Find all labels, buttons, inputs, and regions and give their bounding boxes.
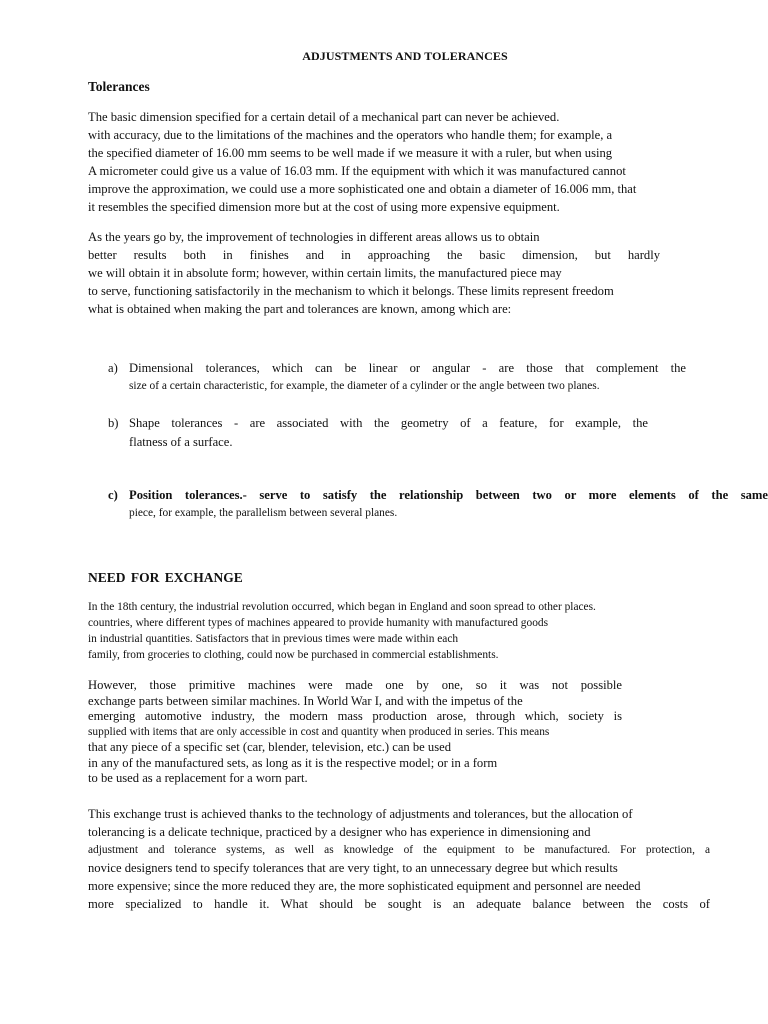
paragraph-line: The basic dimension specified for a certain detail of a mechanical part can never be achieved.: [88, 110, 560, 124]
paragraph-line: A micrometer could give us a value of 16.03 mm. If the equipment with which it was manufactured cannot: [88, 164, 626, 178]
paragraph-line: more expensive; since the more reduced they are, the more sophisticated equipment and personnel are needed: [88, 879, 641, 893]
paragraph-line: it resembles the specified dimension more but at the cost of using more expensive equipment.: [88, 200, 560, 214]
list-item-continuation: size of a certain characteristic, for example, the diameter of a cylinder or the angle between two planes.: [129, 380, 600, 392]
list-item-text: Shape tolerances - are associated with the geometry of a feature, for example, the: [129, 416, 648, 430]
paragraph-line: with accuracy, due to the limitations of the machines and the operators who handle them; for example, a: [88, 128, 613, 142]
paragraph-3: [88, 599, 694, 663]
list-marker: a): [108, 361, 118, 375]
list-marker: c): [108, 488, 118, 502]
paragraph-line: more specialized to handle it. What should be sought is an adequate balance between the costs of: [88, 897, 710, 911]
paragraph-line: In the 18th century, the industrial revolution occurred, which began in England and soon spread to other places.: [88, 601, 596, 613]
paragraph-line: tolerancing is a delicate technique, practiced by a designer who has experience in dimensioning and: [88, 825, 591, 839]
list-item-text: Position tolerances.- serve to satisfy the relationship between two or more elements of the same: [129, 488, 768, 502]
paragraph-line: emerging automotive industry, the modern mass production arose, through which, society is: [88, 709, 622, 723]
paragraph-line: This exchange trust is achieved thanks to the technology of adjustments and tolerances, but the allocation of: [88, 807, 633, 821]
list-item-continuation: flatness of a surface.: [129, 435, 233, 449]
paragraph-line: what is obtained when making the part and tolerances are known, among which are:: [88, 302, 512, 316]
paragraph-line: to be used as a replacement for a worn part.: [88, 771, 308, 785]
section-heading-tolerances: Tolerances: [88, 79, 150, 94]
paragraph-line: that any piece of a specific set (car, blender, television, etc.) can be used: [88, 740, 451, 754]
paragraph-line: However, those primitive machines were made one by one, so it was not possible: [88, 678, 622, 692]
paragraph-line: we will obtain it in absolute form; however, within certain limits, the manufactured piece may: [88, 266, 562, 280]
paragraph-line: family, from groceries to clothing, could now be purchased in commercial establishments.: [88, 649, 499, 661]
paragraph-line: the specified diameter of 16.00 mm seems to be well made if we measure it with a ruler, but when using: [88, 146, 613, 160]
document-title: ADJUSTMENTS AND TOLERANCES: [302, 49, 508, 63]
list-item-continuation: piece, for example, the parallelism between several planes.: [129, 507, 398, 519]
list-item-text: Dimensional tolerances, which can be linear or angular - are those that complement the: [129, 361, 686, 375]
list-marker: b): [108, 416, 119, 430]
paragraph-line: to serve, functioning satisfactorily in the mechanism to which it belongs. These limits represent freedom: [88, 284, 614, 298]
paragraph-line: in any of the manufactured sets, as long as it is the respective model; or in a form: [88, 755, 498, 770]
paragraph-line: better results both in finishes and in approaching the basic dimension, but hardly: [88, 248, 660, 262]
paragraph-line: exchange parts between similar machines. In World War I, and with the impetus of the: [88, 693, 523, 708]
paragraph-1: [88, 108, 694, 216]
paragraph-line: novice designers tend to specify tolerances that are very tight, to an unnecessary degree but which results: [88, 861, 618, 875]
paragraph-2: [88, 228, 660, 318]
paragraph-line: in industrial quantities. Satisfactors that in previous times were made within each: [88, 633, 459, 645]
paragraph-line: countries, where different types of machines appeared to provide humanity with manufactured goods: [88, 617, 549, 629]
section-heading-need-for-exchange: NEED FOR EXCHANGE: [88, 570, 243, 585]
paragraph-line: adjustment and tolerance systems, as well as knowledge of the equipment to be manufactured. For protection, a: [88, 844, 710, 856]
paragraph-line: improve the approximation, we could use a more sophisticated one and obtain a diameter of 16.006 mm, that: [88, 182, 637, 196]
paragraph-5: [88, 805, 710, 913]
paragraph-line: supplied with items that are only accessible in cost and quantity when produced in series. This means: [88, 725, 550, 738]
paragraph-4: [88, 678, 622, 787]
paragraph-line: As the years go by, the improvement of technologies in different areas allows us to obtain: [88, 230, 540, 244]
